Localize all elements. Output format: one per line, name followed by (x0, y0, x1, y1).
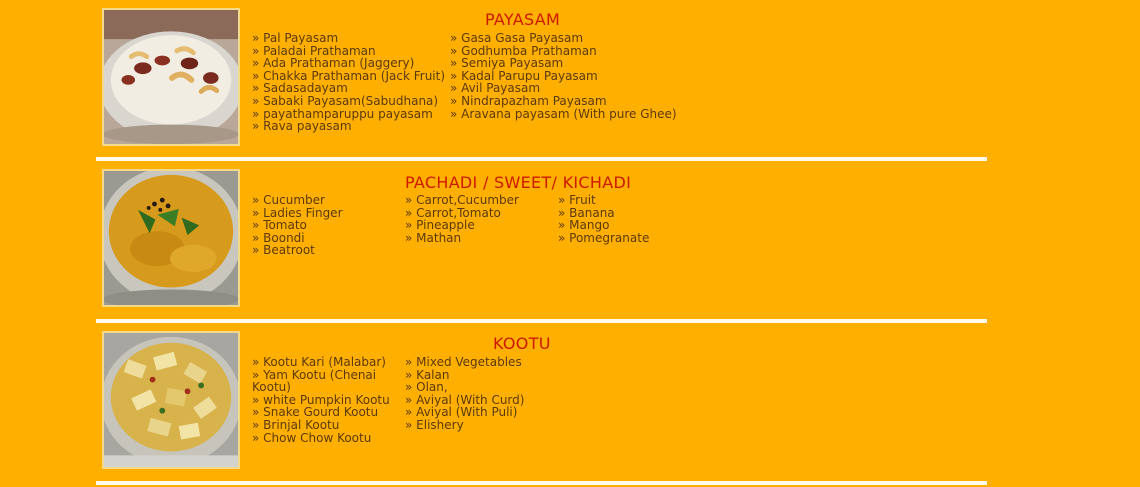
menu-item[interactable]: » Yam Kootu (Chenai Kootu) (252, 369, 392, 394)
pachadi-photo (102, 169, 240, 307)
menu-item[interactable]: » Tomato (252, 219, 343, 232)
section-divider (96, 481, 987, 485)
menu-column (252, 194, 343, 257)
menu-item[interactable]: » Semiya Payasam (450, 57, 677, 70)
menu-item[interactable]: » Godhumba Prathaman (450, 45, 677, 58)
menu-column (252, 32, 445, 133)
menu-item[interactable]: » Chakka Prathaman (Jack Fruit) (252, 70, 445, 83)
menu-item[interactable]: » Kootu Kari (Malabar) (252, 356, 392, 369)
menu-item[interactable]: » Fruit (558, 194, 649, 207)
section-title: PACHADI / SWEET/ KICHADI (405, 173, 632, 192)
kootu-photo (102, 331, 240, 469)
menu-item[interactable]: » Aviyal (With Curd) (405, 394, 524, 407)
menu-item[interactable]: » Pal Payasam (252, 32, 445, 45)
menu-item[interactable]: » Ada Prathaman (Jaggery) (252, 57, 445, 70)
menu-item[interactable]: » Kadal Parupu Payasam (450, 70, 677, 83)
section-payasam (0, 0, 1140, 160)
menu-item[interactable]: » Avil Payasam (450, 82, 677, 95)
menu-item[interactable]: » Cucumber (252, 194, 343, 207)
menu-item[interactable]: » Kalan (405, 369, 524, 382)
menu-column (252, 356, 392, 444)
menu-item[interactable]: » Paladai Prathaman (252, 45, 445, 58)
menu-item[interactable]: » Aviyal (With Puli) (405, 406, 524, 419)
menu-item[interactable]: » Gasa Gasa Payasam (450, 32, 677, 45)
menu-item[interactable]: » Nindrapazham Payasam (450, 95, 677, 108)
menu-item[interactable]: » Carrot,Cucumber (405, 194, 519, 207)
menu-item[interactable]: » white Pumpkin Kootu (252, 394, 392, 407)
menu-item[interactable]: » Pineapple (405, 219, 519, 232)
menu-column (405, 194, 519, 244)
menu-column (558, 194, 649, 244)
menu-item[interactable]: » Pomegranate (558, 232, 649, 245)
menu-item[interactable]: » Olan, (405, 381, 524, 394)
menu-item[interactable]: » Snake Gourd Kootu (252, 406, 392, 419)
menu-item[interactable]: » Aravana payasam (With pure Ghee) (450, 108, 677, 121)
section-title: PAYASAM (485, 10, 561, 29)
section-title: KOOTU (493, 334, 551, 353)
menu-item[interactable]: » Sabaki Payasam(Sabudhana) (252, 95, 445, 108)
menu-item[interactable]: » Mathan (405, 232, 519, 245)
menu-column (450, 32, 677, 120)
menu-item[interactable]: » Ladies Finger (252, 207, 343, 220)
menu-item[interactable]: » Rava payasam (252, 120, 445, 133)
menu-item[interactable]: » Elishery (405, 419, 524, 432)
menu-item[interactable]: » Carrot,Tomato (405, 207, 519, 220)
menu-item[interactable]: » Brinjal Kootu (252, 419, 392, 432)
section-kootu (0, 323, 1140, 485)
menu-item[interactable]: » Boondi (252, 232, 343, 245)
section-pachadi (0, 160, 1140, 320)
menu-item[interactable]: » Sadasadayam (252, 82, 445, 95)
menu-item[interactable]: » Chow Chow Kootu (252, 432, 392, 445)
menu-column (405, 356, 524, 432)
menu-item[interactable]: » Mango (558, 219, 649, 232)
payasam-photo (102, 8, 240, 146)
menu-item[interactable]: » Beatroot (252, 244, 343, 257)
menu-item[interactable]: » Mixed Vegetables (405, 356, 524, 369)
menu-item[interactable]: » Banana (558, 207, 649, 220)
menu-item[interactable]: » payathamparuppu payasam (252, 108, 445, 121)
